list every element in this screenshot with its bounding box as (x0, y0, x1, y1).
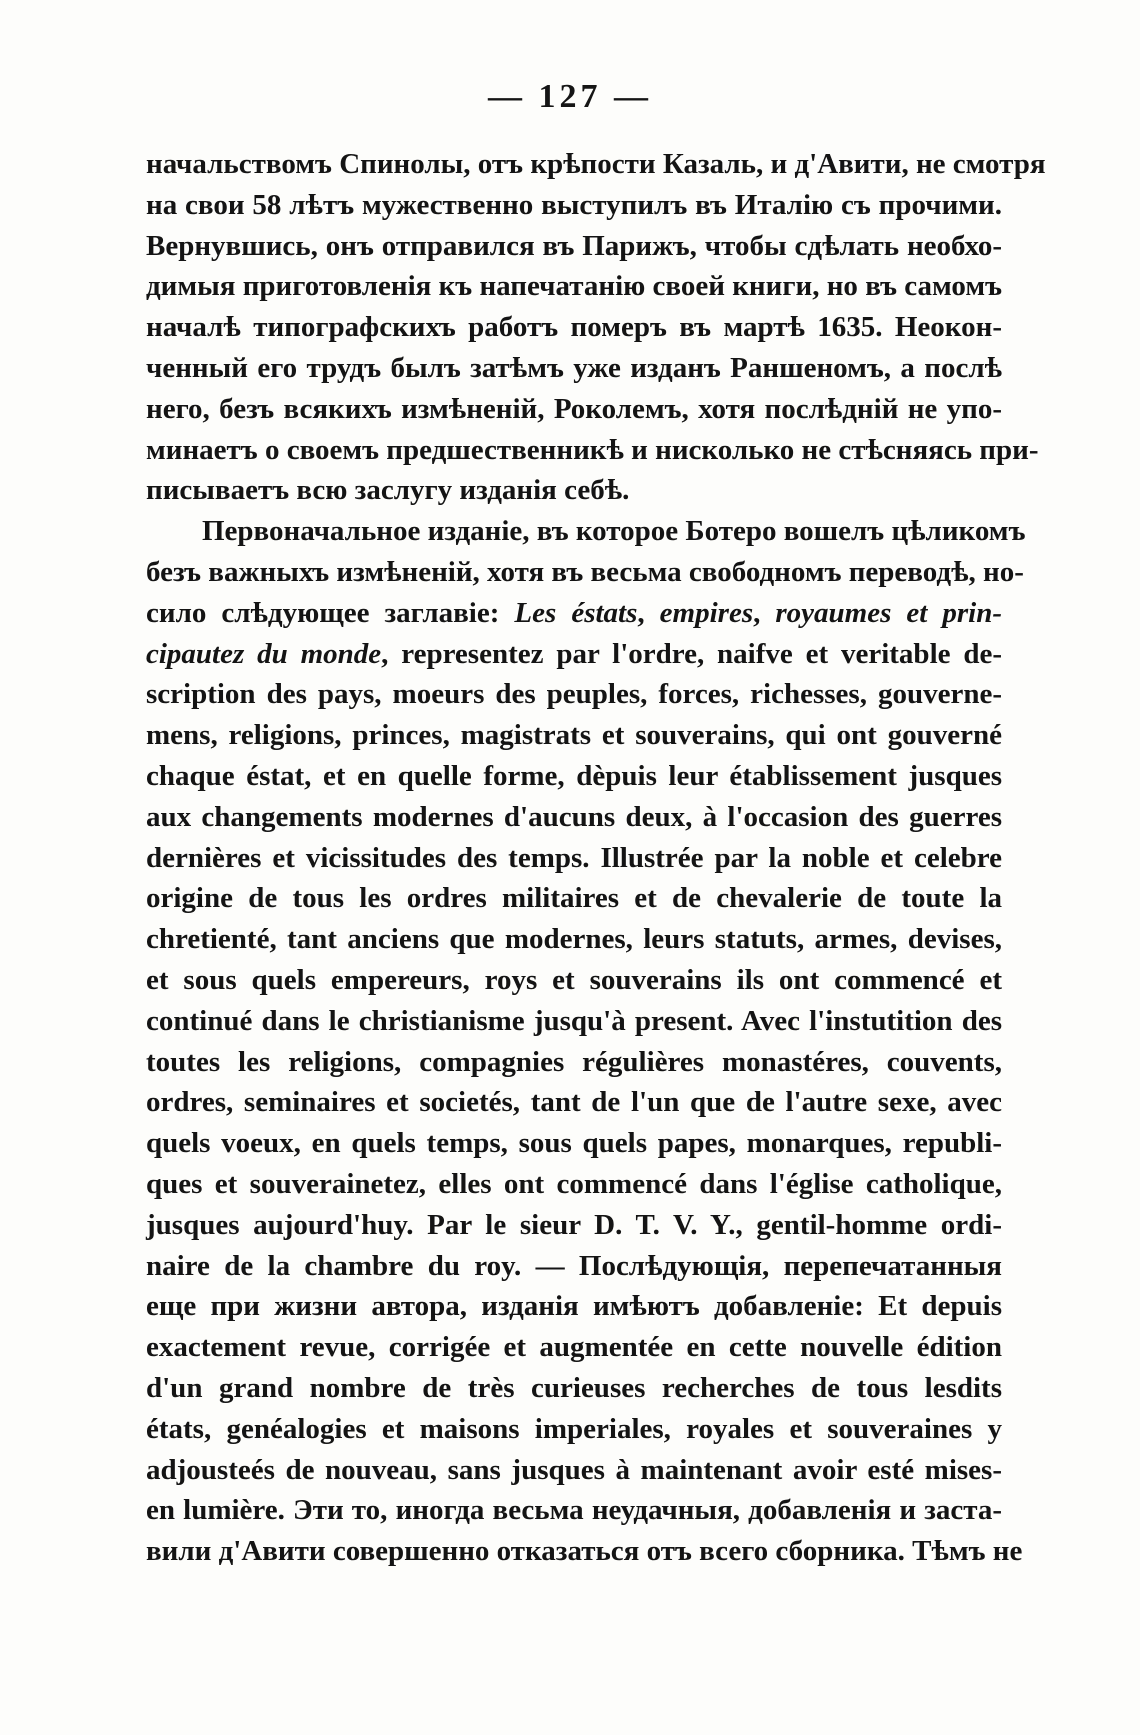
text-segment: вили д'Авити совершенно отказаться отъ всего сборника. Тѣмъ не (146, 1535, 1023, 1568)
text-segment: сило слѣдующее заглавіе: (146, 596, 515, 629)
text-segment: chretienté, tant anciens que modernes, leurs statuts, armes, devises, (146, 923, 1002, 956)
paragraph (146, 144, 1046, 511)
text-segment: еще при жизни автора, изданія имѣютъ добавленіе: Et depuis (146, 1290, 1002, 1323)
text-line (146, 878, 1002, 919)
text-segment: aux changements modernes d'aucuns deux, à l'occasion des guerres (146, 800, 1002, 833)
text-segment: , representez par l'ordre, naifve et veritable de- (381, 637, 1002, 670)
italic-title-segment: royaumes et prin- (775, 596, 1003, 629)
text-segment: scription des pays, moeurs des peuples, forces, richesses, gouverne- (146, 678, 1002, 711)
text-segment: начальствомъ Спинолы, отъ крѣпости Казаль, и д'Авити, не смотря (146, 148, 1046, 180)
text-line (146, 307, 1002, 348)
italic-title-segment: cipautez du monde (146, 637, 382, 670)
text-line (146, 552, 1024, 593)
text-line (146, 1327, 1002, 1368)
text-segment: , (753, 596, 776, 629)
body-text (146, 144, 1046, 1572)
text-segment: toutes les religions, compagnies régulières monastéres, couvents, (146, 1045, 1002, 1078)
text-segment: adjousteés de nouveau, sans jusques à maintenant avoir esté mises- (146, 1453, 1002, 1486)
text-line (146, 960, 1002, 1001)
text-line (146, 144, 1046, 185)
text-segment: ordres, seminaires et societés, tant de l'un que de l'autre sexe, avec (146, 1086, 1002, 1119)
text-segment: Первоначальное изданіе, въ которое Ботеро вошелъ цѣликомъ (202, 515, 1026, 548)
text-segment: dernières et vicissitudes des temps. Illustrée par la noble et celebre (146, 841, 1002, 874)
text-segment: exactement revue, corrigée et augmentée en cette nouvelle édition (146, 1331, 1002, 1364)
text-segment: états, genéalogies et maisons imperiales, royales et souveraines y (146, 1412, 1002, 1445)
text-line (146, 797, 1002, 838)
text-segment: безъ важныхъ измѣненій, хотя въ весьма свободномъ переводѣ, но- (146, 555, 1024, 588)
text-line (146, 1001, 1002, 1042)
text-line (146, 511, 1026, 552)
text-line (146, 389, 1002, 430)
text-line (146, 674, 1002, 715)
text-line (146, 226, 1002, 267)
text-segment: naire de la chambre du roy. — Послѣдующія, перепечатанныя (146, 1249, 1002, 1282)
text-line (146, 1531, 1023, 1572)
text-line (146, 1286, 1002, 1327)
text-line (146, 470, 1002, 511)
text-line (146, 1368, 1002, 1409)
text-segment: Вернувшись, онъ отправился въ Парижъ, чтобы сдѣлать необхо- (146, 229, 1002, 262)
text-segment: ques et souverainetez, elles ont commencé dans l'église catholique, (146, 1167, 1002, 1200)
text-line (146, 430, 1039, 471)
text-line (146, 1205, 1002, 1246)
text-segment: chaque éstat, et en quelle forme, dèpuis leur établissement jusques (146, 759, 1002, 792)
text-line (146, 838, 1002, 879)
text-line (146, 1164, 1002, 1205)
text-segment: d'un grand nombre de très curieuses recherches de tous lesdits (146, 1371, 1002, 1404)
text-line (146, 1490, 1002, 1531)
page-number: — 127 — (488, 78, 652, 115)
text-line (146, 634, 1002, 675)
italic-title-segment: empires (659, 596, 754, 629)
text-line (146, 1082, 1002, 1123)
italic-title-segment: Les éstats (514, 596, 638, 629)
text-segment: quels voeux, en quels temps, sous quels papes, monarques, republi- (146, 1127, 1002, 1160)
text-segment: jusques aujourd'huy. Par le sieur D. T. V. Y., gentil-homme ordi- (146, 1208, 1002, 1241)
text-line (146, 1409, 1002, 1450)
text-line (146, 593, 1002, 634)
text-line (146, 1042, 1002, 1083)
text-segment: на свои 58 лѣтъ мужественно выступилъ въ Италію съ прочими. (146, 188, 1002, 221)
text-line (146, 919, 1002, 960)
text-line (146, 185, 1002, 226)
text-segment: et sous quels empereurs, roys et souverains ils ont commencé et (146, 963, 1002, 996)
text-line (146, 266, 1002, 307)
text-line (146, 1450, 1002, 1491)
text-line (146, 1123, 1002, 1164)
text-segment: минаетъ о своемъ предшественникѣ и нисколько не стѣсняясь при- (146, 433, 1039, 466)
text-segment: mens, religions, princes, magistrats et souverains, qui ont gouverné (146, 719, 1002, 752)
text-line (146, 715, 1002, 756)
paragraph (146, 511, 1026, 1572)
text-line (146, 348, 1002, 389)
text-segment: началѣ типографскихъ работъ померъ въ мартѣ 1635. Неокон- (146, 311, 1002, 344)
text-segment: en lumière. Эти то, иногда весьма неудачныя, добавленія и заста- (146, 1494, 1002, 1527)
text-segment: димыя приготовленія къ напечатанію своей книги, но въ самомъ (146, 270, 1002, 303)
text-segment: него, безъ всякихъ измѣненій, Роколемъ, хотя послѣдній не упо- (146, 392, 1002, 425)
text-segment: писываетъ всю заслугу изданія себѣ. (146, 474, 630, 507)
text-segment: , (637, 596, 660, 629)
text-segment: origine de tous les ordres militaires et de chevalerie de toute la (146, 882, 1002, 915)
text-line (146, 756, 1002, 797)
text-segment: ченный его трудъ былъ затѣмъ уже изданъ Раншеномъ, а послѣ (146, 351, 1002, 384)
text-line (146, 1246, 1002, 1287)
text-segment: continué dans le christianisme jusqu'à present. Avec l'instutition des (146, 1004, 1002, 1037)
